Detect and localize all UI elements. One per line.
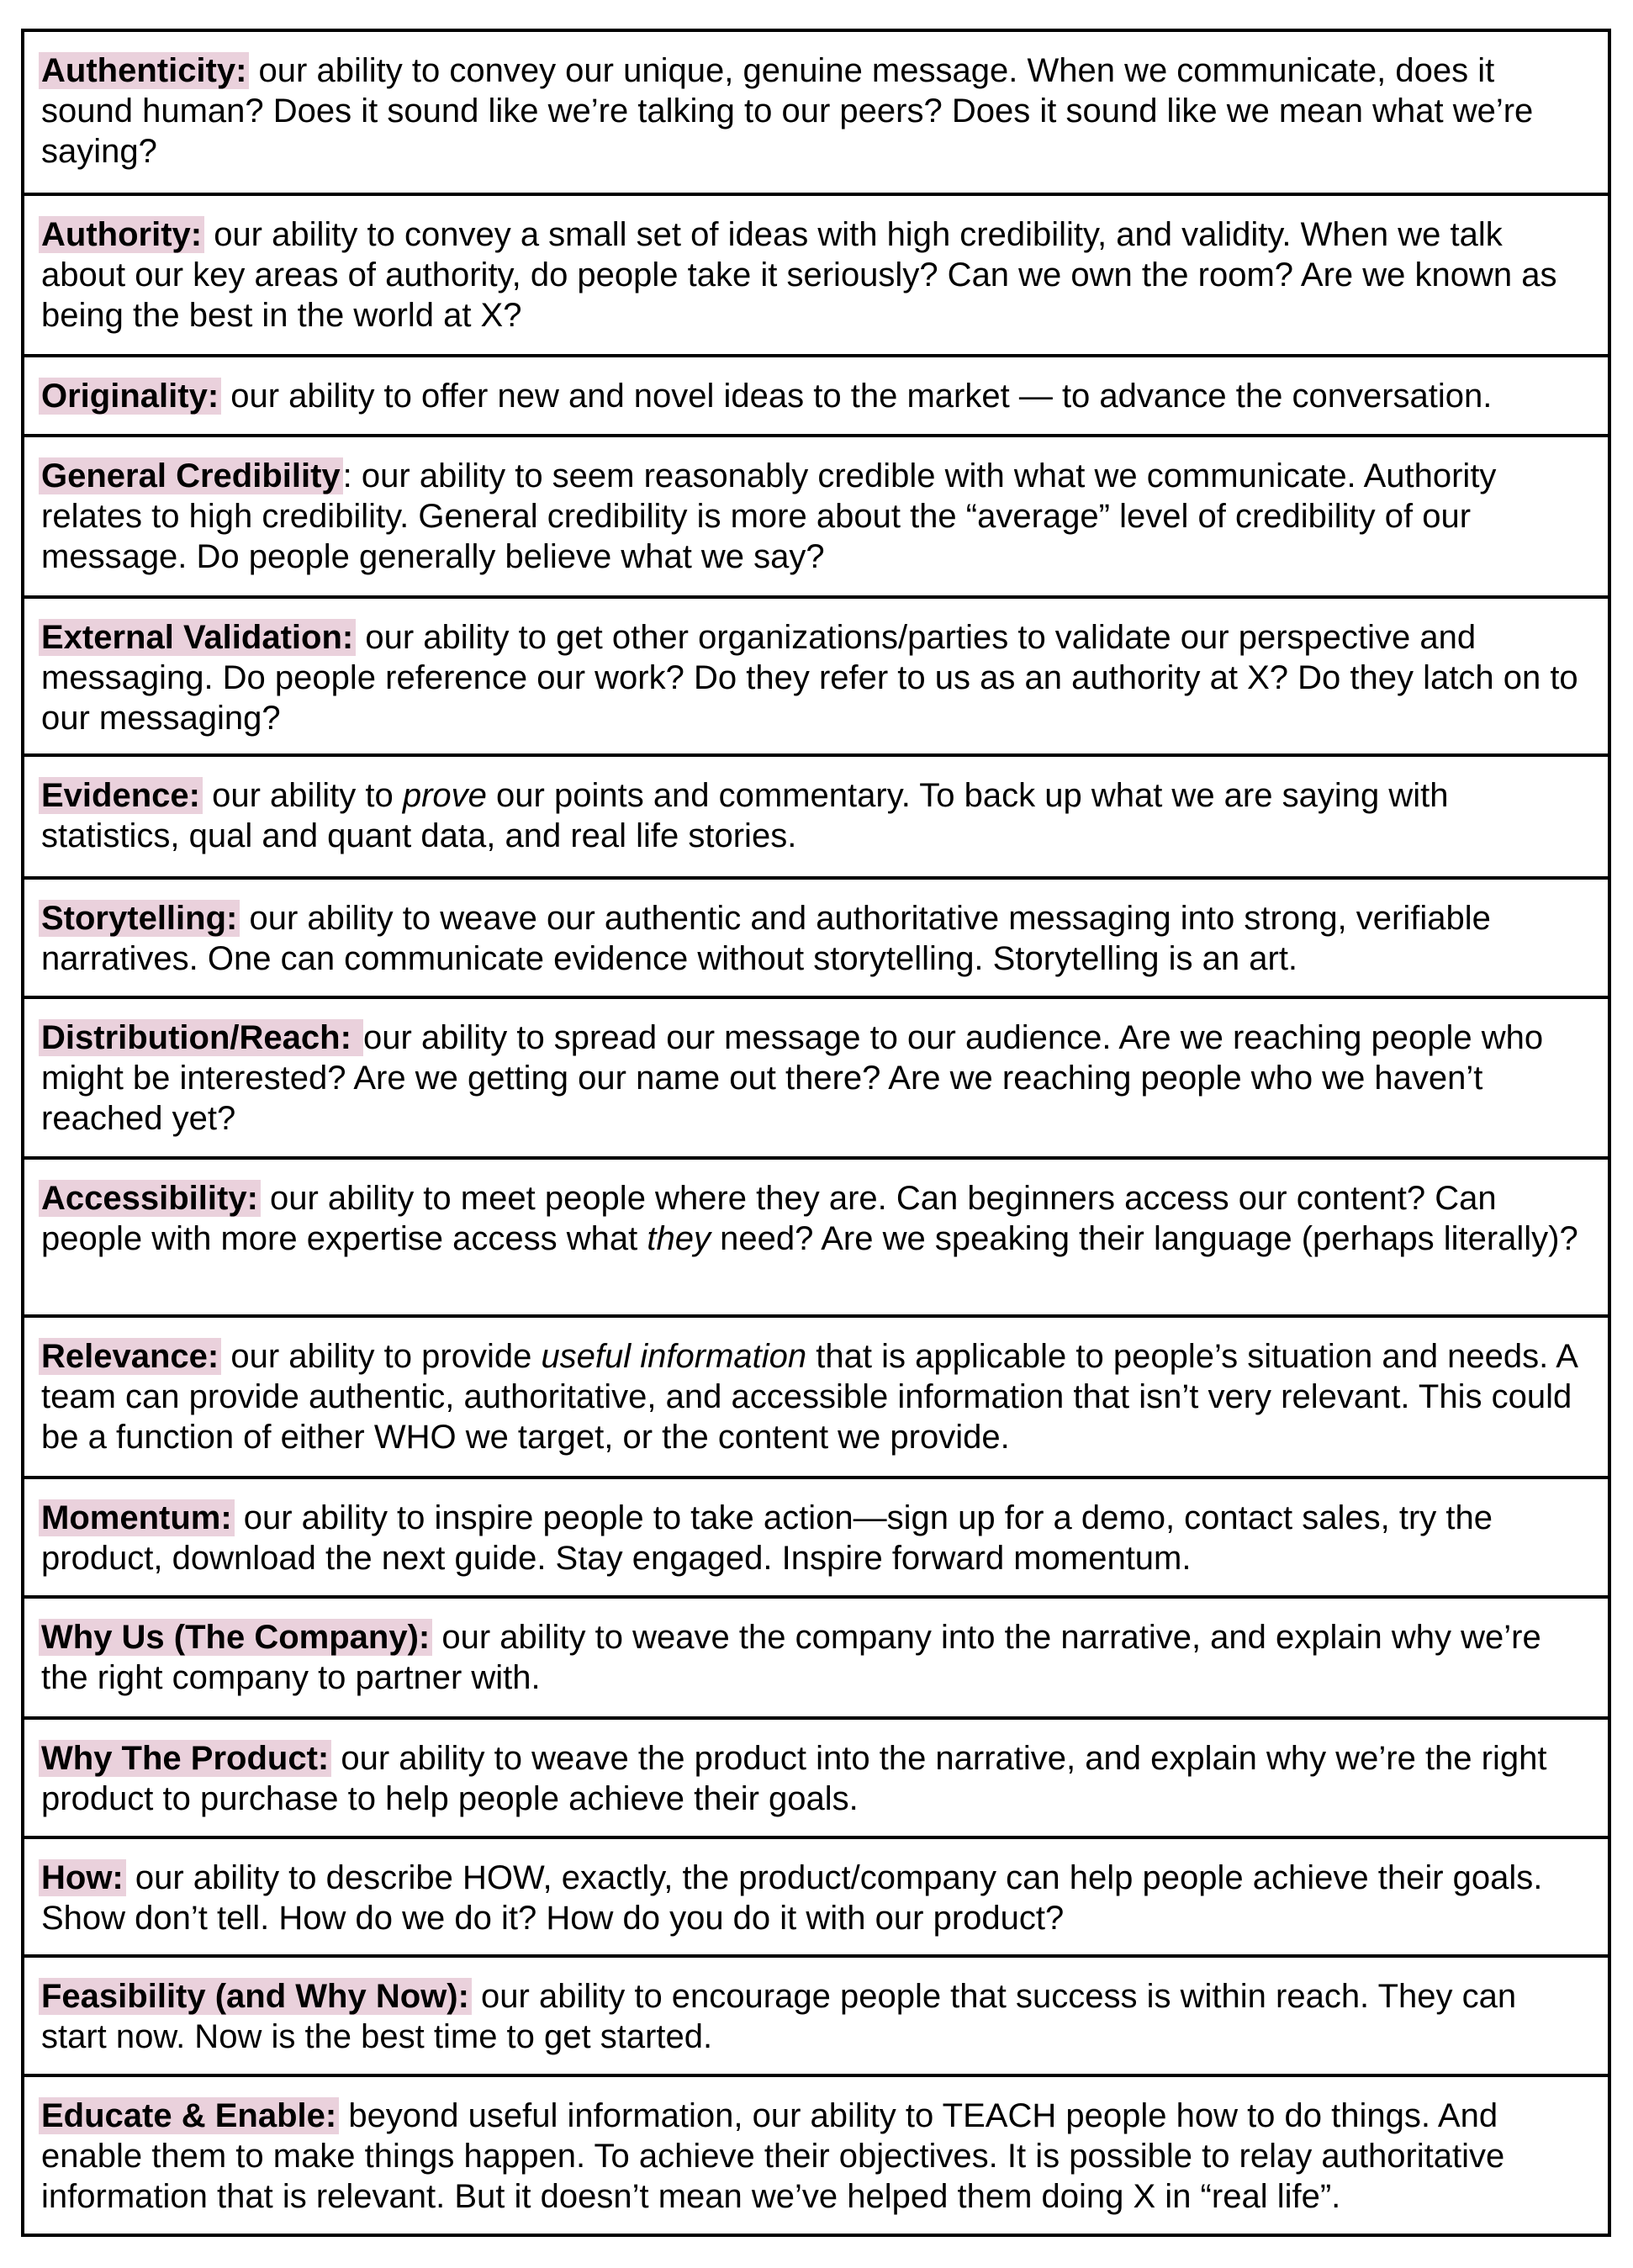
row-authenticity — [24, 32, 1608, 193]
criteria-table — [21, 29, 1611, 2237]
row-description: our ability to inspire people to take action—sign up for a demo, contact sales, try the product, download the next guide. Stay engaged. Inspire forward momentum. — [41, 1499, 1493, 1578]
term-label: Originality: — [39, 378, 221, 415]
row-authority — [24, 193, 1608, 354]
row-how — [24, 1836, 1608, 1955]
row-description: our ability to provide — [221, 1338, 542, 1376]
row-description: our ability to weave the company into the narrative, and explain why we’re the right company to partner with. — [41, 1618, 1541, 1696]
term-label: Feasibility (and Why Now): — [39, 1978, 472, 2015]
row-description-cont: need? Are we speaking their language (perhaps literally)? — [710, 1220, 1578, 1258]
term-label: Authenticity: — [39, 52, 249, 89]
row-description: our ability to weave our authentic and authoritative messaging into strong, verifiable narratives. One can communicate evidence without storytelling. Storytelling is an art. — [41, 899, 1491, 977]
term-label: Relevance: — [39, 1338, 221, 1375]
row-emphasis: prove — [402, 777, 487, 815]
row-why-the-product — [24, 1716, 1608, 1836]
row-external-validation — [24, 595, 1608, 753]
row-emphasis: useful information — [541, 1338, 807, 1376]
row-description: : our ability to seem reasonably credible with what we communicate. Authority relates to high credibility. General credibility is more about the “average” level of credibility of our message. Do people generally believe what we say? — [41, 457, 1497, 576]
term-label: General Credibility — [39, 457, 343, 494]
term-label: Distribution/Reach: — [39, 1019, 363, 1056]
term-label: Why Us (The Company): — [39, 1619, 432, 1656]
term-label: Authority: — [39, 216, 204, 253]
row-feasibility — [24, 1954, 1608, 2074]
row-evidence — [24, 753, 1608, 876]
row-relevance — [24, 1314, 1608, 1476]
row-description: our ability to offer new and novel ideas to the market — to advance the conversation. — [221, 377, 1493, 415]
row-description: beyond useful information, our ability to TEACH people how to do things. And enable them to make things happen. To achieve their objectives. It is possible to relay authoritative information that is relevant. But it doesn’t mean we’ve helped them doing X in “real life”. — [41, 2097, 1505, 2216]
row-general-credibility — [24, 434, 1608, 595]
row-description: our ability to spread our message to our audience. Are we reaching people who might be interested? Are we getting our name out there? Are we reaching people who we haven’t reached yet? — [41, 1018, 1544, 1137]
row-description: our ability to — [202, 777, 403, 815]
term-label: Momentum: — [39, 1499, 235, 1536]
row-description-cont: our points and commentary. To back up what we are saying with statistics, qual and quant data, and real life stories. — [41, 777, 1449, 855]
row-description: our ability to describe HOW, exactly, the product/company can help people achieve their goals. Show don’t tell. How do we do it? How do you do it with our product? — [41, 1858, 1543, 1937]
row-momentum — [24, 1476, 1608, 1595]
row-description: our ability to convey our unique, genuine message. When we communicate, does it sound human? Does it sound like we’re talking to our peers? Does it sound like we mean what we’re saying? — [41, 52, 1534, 170]
row-originality — [24, 354, 1608, 435]
row-why-us — [24, 1595, 1608, 1716]
term-label: Storytelling: — [39, 900, 240, 937]
row-accessibility — [24, 1156, 1608, 1314]
row-description: our ability to convey a small set of ideas with high credibility, and validity. When we talk about our key areas of authority, do people take it seriously? Can we own the room? Are we known as being the best in the world at X? — [41, 215, 1557, 334]
term-label: How: — [39, 1859, 126, 1896]
row-description: our ability to get other organizations/parties to validate our perspective and messaging. Do people reference our work? Do they refer to us as an authority at X? Do they latch on to our messaging? — [41, 619, 1578, 737]
row-description: our ability to weave the product into the narrative, and explain why we’re the right product to purchase to help people achieve their goals. — [41, 1739, 1547, 1817]
term-label: Why The Product: — [39, 1740, 331, 1777]
row-description-cont: that is applicable to people’s situation and needs. A team can provide authentic, authoritative, and accessible information that isn’t very relevant. This could be a function of either WHO we target, or the content we provide. — [41, 1338, 1577, 1456]
row-description: our ability to meet people where they are. Can beginners access our content? Can people with more expertise access what — [41, 1180, 1497, 1258]
row-description: our ability to encourage people that success is within reach. They can start now. Now is the best time to get started. — [41, 1978, 1517, 2056]
term-label: External Validation: — [39, 619, 356, 656]
row-storytelling — [24, 876, 1608, 996]
term-label: Educate & Enable: — [39, 2097, 339, 2134]
row-educate-enable — [24, 2074, 1608, 2234]
row-distribution-reach — [24, 996, 1608, 1157]
term-label: Accessibility: — [39, 1180, 261, 1217]
term-label: Evidence: — [39, 777, 203, 814]
row-emphasis: they — [647, 1220, 711, 1258]
